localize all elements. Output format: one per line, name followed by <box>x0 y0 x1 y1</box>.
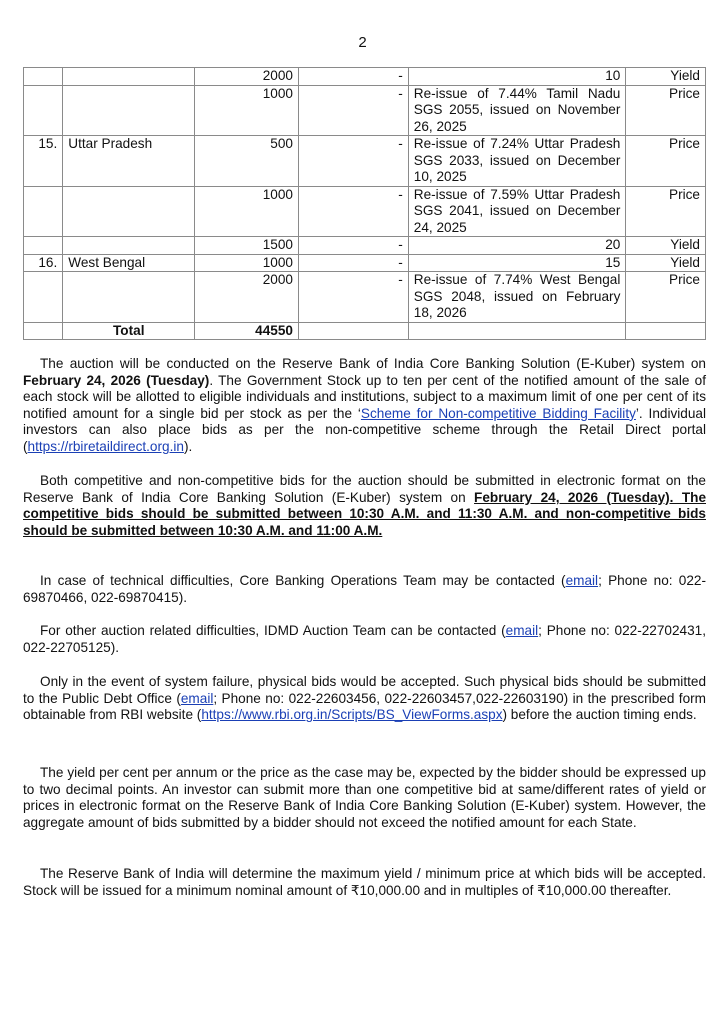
table-row <box>24 272 706 323</box>
auction-type-cell: Price <box>626 136 706 187</box>
page-number: 2 <box>358 34 367 51</box>
total-row <box>24 322 706 340</box>
state-cell <box>63 186 195 237</box>
text: ’. Individual investors can also place bids as per the non-competitive scheme through the Retail Direct portal ( <box>23 405 706 454</box>
serial-cell <box>24 85 63 136</box>
tenor-cell: Re-issue of 7.44% Tamil Nadu SGS 2055, issued on November 26, 2025 <box>408 85 626 136</box>
auction-type-cell: Price <box>626 186 706 237</box>
amount-cell: 2000 <box>195 68 299 86</box>
amount-cell: 1000 <box>195 85 299 136</box>
serial-cell: 16. <box>24 254 63 272</box>
text: Only in the event of system failure, physical bids would be accepted. Such physical bids should be submitted to the Public Debt Office ( <box>23 674 706 706</box>
amount-cell: 1000 <box>195 186 299 237</box>
tenor-cell: 20 <box>408 237 626 255</box>
paragraph-auction-system <box>23 356 706 456</box>
paragraph-yield-price <box>23 765 706 831</box>
col4-cell: - <box>298 254 408 272</box>
text: In case of technical difficulties, Core Banking Operations Team may be contacted ( <box>40 573 566 588</box>
col4-cell: - <box>298 237 408 255</box>
paragraph-determination <box>23 866 706 899</box>
table-row <box>24 68 706 86</box>
serial-cell <box>24 237 63 255</box>
amount-cell: 1000 <box>195 254 299 272</box>
core-banking-email-link[interactable]: email <box>565 573 599 588</box>
state-cell <box>63 237 195 255</box>
state-cell <box>63 85 195 136</box>
tenor-cell <box>408 322 626 340</box>
rbi-forms-link[interactable]: https://www.rbi.org.in/Scripts/BS_ViewForms.aspx <box>201 707 503 723</box>
text: The yield per cent per annum or the price as the case may be, expected by the bidder should be expressed up to two decimal points. An investor can submit more than one competitive bid at same/different rates of yield or prices in electronic format on the Reserve Bank of India Core Banking Solution (E-Kuber) system. However, the aggregate amount of bids submitted by a bidder should not exceed the notified amount for each State. <box>23 765 706 830</box>
serial-cell <box>24 186 63 237</box>
col4-cell: - <box>298 186 408 237</box>
total-label: Total <box>63 322 195 340</box>
serial-cell <box>24 322 63 340</box>
total-amount: 44550 <box>195 322 299 340</box>
paragraph-bid-timing <box>23 473 706 539</box>
state-cell <box>63 68 195 86</box>
state-cell: Uttar Pradesh <box>63 136 195 187</box>
auction-type-cell: Yield <box>626 68 706 86</box>
col4-cell: - <box>298 85 408 136</box>
text: For other auction related difficulties, IDMD Auction Team can be contacted ( <box>40 623 506 638</box>
bid-timing: February 24, 2026 (Tuesday). The competitive bids should be submitted between 10:30 A.M. and 11:30 A.M. and non-competitive bids should be submitted between 10:30 A.M. and 11:00 A.M. <box>23 489 706 538</box>
auction-type-cell: Price <box>626 272 706 323</box>
text: ). <box>183 438 193 454</box>
table-row <box>24 85 706 136</box>
amount-cell: 2000 <box>195 272 299 323</box>
state-cell: West Bengal <box>63 254 195 272</box>
tenor-cell: 10 <box>408 68 626 86</box>
text: . The Government Stock up to ten per cent of the notified amount of the sale of each stock will be allotted to eligible individuals and institutions, subject to a maximum limit of one per cent of its notified amount for a single bid per stock as per the ‘ <box>23 372 707 421</box>
paragraph-technical-contact <box>23 573 706 606</box>
idmd-email-link[interactable]: email <box>505 623 539 638</box>
serial-cell: 15. <box>24 136 63 187</box>
serial-cell <box>24 272 63 323</box>
auction-type-cell: Price <box>626 85 706 136</box>
text: The auction will be conducted on the Reserve Bank of India Core Banking Solution (E-Kuber) system on <box>40 356 706 371</box>
state-cell <box>63 272 195 323</box>
auction-type-cell <box>626 322 706 340</box>
col4-cell: - <box>298 68 408 86</box>
col4-cell: - <box>298 272 408 323</box>
text: ; Phone no: 022-22603456, 022-22603457,022-22603190) in the prescribed form obtainable from RBI website ( <box>23 690 706 723</box>
col4-cell <box>298 322 408 340</box>
col4-cell: - <box>298 136 408 187</box>
scheme-link[interactable]: Scheme for Non-competitive Bidding Facility <box>360 405 636 421</box>
serial-cell <box>24 68 63 86</box>
table-row <box>24 237 706 255</box>
text: ; Phone no: 022-69870466, 022-69870415). <box>23 573 706 605</box>
paragraph-auction-contact <box>23 623 706 656</box>
tenor-cell: Re-issue of 7.59% Uttar Pradesh SGS 2041, issued on December 24, 2025 <box>408 186 626 237</box>
text: The Reserve Bank of India will determine the maximum yield / minimum price at which bids will be accepted. Stock will be issued for a minimum nominal amount of ₹10,000.00 and in multiples of ₹10,000.00 thereafter. <box>23 866 706 898</box>
amount-cell: 1500 <box>195 237 299 255</box>
amount-cell: 500 <box>195 136 299 187</box>
auction-type-cell: Yield <box>626 254 706 272</box>
tenor-cell: Re-issue of 7.24% Uttar Pradesh SGS 2033, issued on December 10, 2025 <box>408 136 626 187</box>
paragraph-physical-bids <box>23 674 706 724</box>
text: ) before the auction timing ends. <box>502 707 697 723</box>
auction-table <box>23 67 706 340</box>
retail-direct-link[interactable]: https://rbiretaildirect.org.in <box>27 438 184 454</box>
pdo-email-link[interactable]: email <box>180 690 214 706</box>
tenor-cell: 15 <box>408 254 626 272</box>
text: ; Phone no: 022-22702431, 022-22705125). <box>23 623 706 655</box>
table-row <box>24 136 706 187</box>
tenor-cell: Re-issue of 7.74% West Bengal SGS 2048, issued on February 18, 2026 <box>408 272 626 323</box>
auction-date: February 24, 2026 (Tuesday) <box>23 372 210 388</box>
table-row <box>24 254 706 272</box>
auction-type-cell: Yield <box>626 237 706 255</box>
table-row <box>24 186 706 237</box>
text: Both competitive and non-competitive bids for the auction should be submitted in electronic format on the Reserve Bank of India Core Banking Solution (E-Kuber) system on <box>23 473 706 505</box>
